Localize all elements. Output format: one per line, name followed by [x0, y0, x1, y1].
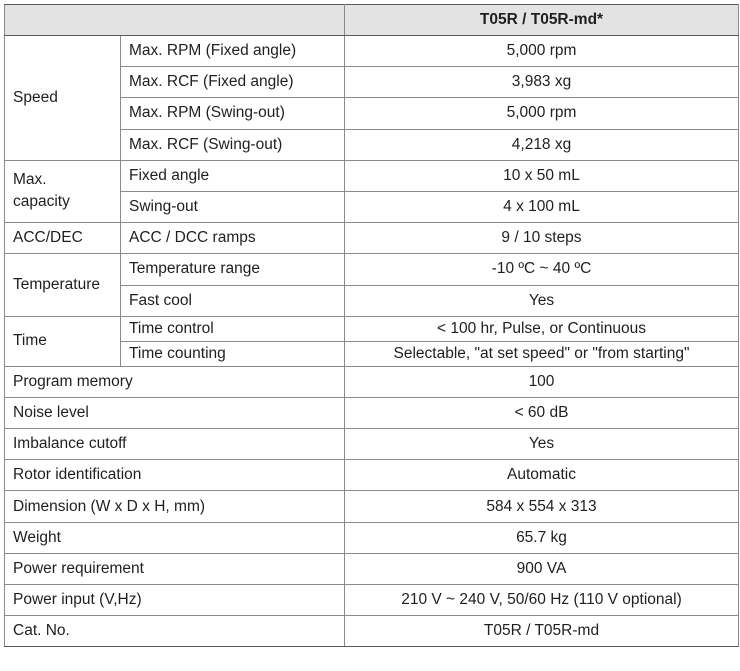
table-row: [5, 366, 739, 397]
param-value: 5,000 rpm: [345, 98, 739, 129]
param-value: 4,218 xg: [345, 129, 739, 160]
table-row: [5, 491, 739, 522]
param-label: Temperature range: [121, 254, 345, 285]
param-label: Program memory: [5, 366, 345, 397]
table-row: [5, 585, 739, 616]
table-row: [5, 160, 739, 191]
param-value: < 100 hr, Pulse, or Continuous: [345, 316, 739, 341]
param-value: < 60 dB: [345, 397, 739, 428]
param-label: Swing-out: [121, 191, 345, 222]
table-row: [5, 429, 739, 460]
header-row: [5, 5, 739, 36]
param-label: Fixed angle: [121, 160, 345, 191]
param-value: 3,983 xg: [345, 67, 739, 98]
param-label: Rotor identification: [5, 460, 345, 491]
param-value: 9 / 10 steps: [345, 223, 739, 254]
table-row: [5, 254, 739, 285]
table-row: [5, 522, 739, 553]
param-value: Automatic: [345, 460, 739, 491]
param-value: Yes: [345, 429, 739, 460]
param-value: 10 x 50 mL: [345, 160, 739, 191]
category-speed: Speed: [5, 36, 121, 161]
param-value: -10 ºC ~ 40 ºC: [345, 254, 739, 285]
param-label: Max. RPM (Fixed angle): [121, 36, 345, 67]
param-label: Dimension (W x D x H, mm): [5, 491, 345, 522]
category-capacity-line1: Max.: [13, 170, 47, 188]
table-row: [5, 397, 739, 428]
param-label: Fast cool: [121, 285, 345, 316]
param-value: 584 x 554 x 313: [345, 491, 739, 522]
param-value: Selectable, "at set speed" or "from starting": [345, 341, 739, 366]
table-row: [5, 223, 739, 254]
param-value: 210 V ~ 240 V, 50/60 Hz (110 V optional): [345, 585, 739, 616]
param-label: Max. RCF (Fixed angle): [121, 67, 345, 98]
param-label: ACC / DCC ramps: [121, 223, 345, 254]
param-label: Time counting: [121, 341, 345, 366]
param-label: Imbalance cutoff: [5, 429, 345, 460]
table-row: [5, 316, 739, 341]
table-row: [5, 553, 739, 584]
param-value: 100: [345, 366, 739, 397]
param-value: Yes: [345, 285, 739, 316]
param-label: Max. RCF (Swing-out): [121, 129, 345, 160]
param-label: Max. RPM (Swing-out): [121, 98, 345, 129]
param-value: 900 VA: [345, 553, 739, 584]
param-label: Time control: [121, 316, 345, 341]
table-row: [5, 460, 739, 491]
table-row: [5, 616, 739, 647]
param-label: Weight: [5, 522, 345, 553]
model-header: T05R / T05R-md*: [345, 5, 739, 36]
category-time: Time: [5, 316, 121, 366]
header-blank-cell: [5, 5, 345, 36]
category-temperature: Temperature: [5, 254, 121, 316]
table-row: [5, 36, 739, 67]
param-value: 65.7 kg: [345, 522, 739, 553]
param-label: Power requirement: [5, 553, 345, 584]
category-capacity: [5, 160, 121, 222]
param-label: Cat. No.: [5, 616, 345, 647]
param-value: 4 x 100 mL: [345, 191, 739, 222]
category-capacity-line2: capacity: [13, 193, 70, 211]
param-value: T05R / T05R-md: [345, 616, 739, 647]
param-label: Noise level: [5, 397, 345, 428]
param-value: 5,000 rpm: [345, 36, 739, 67]
spec-table: [4, 4, 739, 647]
category-accdec: ACC/DEC: [5, 223, 121, 254]
param-label: Power input (V,Hz): [5, 585, 345, 616]
